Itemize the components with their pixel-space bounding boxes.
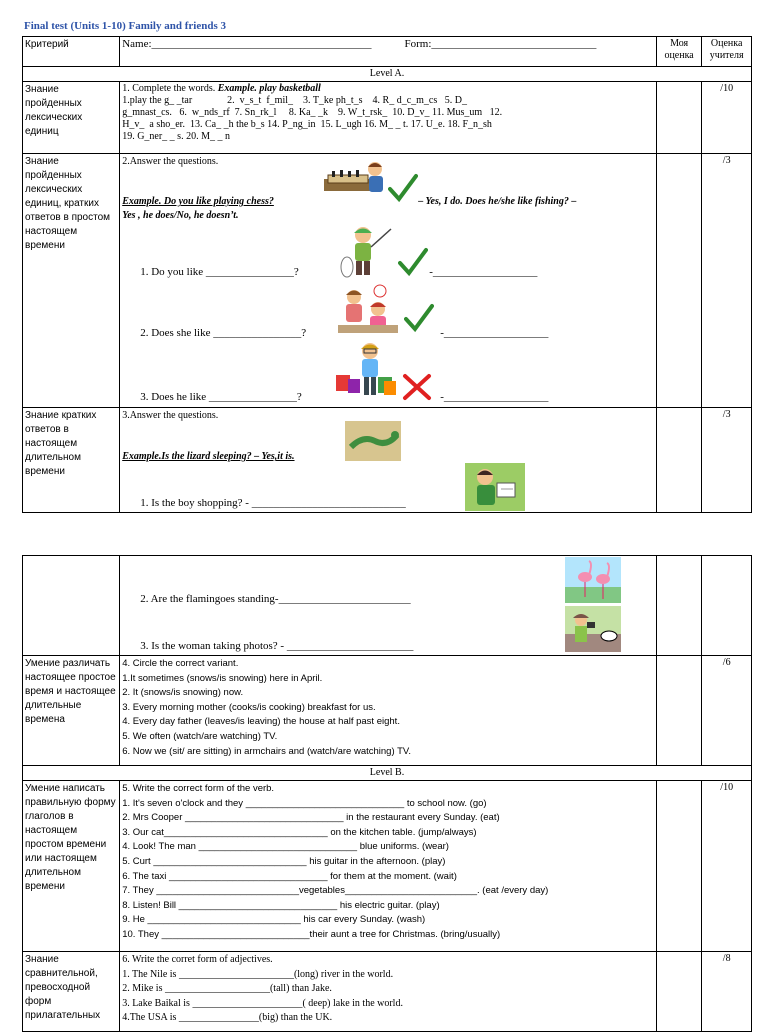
task4-item[interactable]: 1.It sometimes (snows/is snowing) here in April. — [122, 672, 323, 684]
task5-item[interactable]: 10. They ____________________________their aunt a tree for Christmas. (bring/usually) — [122, 928, 501, 940]
cross-icon — [402, 373, 432, 401]
task4-item[interactable]: 2. It (snows/is snowing) now. — [122, 687, 244, 699]
chess-player-image — [320, 161, 388, 201]
level-b-heading: Level B. — [23, 766, 752, 781]
test-table-page1 — [22, 36, 752, 513]
task6-row — [23, 952, 752, 1032]
task3-row-part1 — [23, 408, 752, 513]
task3-heading: 3.Answer the questions. — [122, 410, 219, 421]
task1-line1[interactable]: 1.play the g_ _tar 2. v_s_t f_mil_ 3. T_ke ph_t_s 4. R_ d_c_m_cs 5. D_ — [122, 95, 467, 106]
task2-q3-answer[interactable]: -___________________ — [440, 391, 549, 403]
task6-heading: 6. Write the corret form of adjectives. — [122, 954, 273, 965]
task5-score: /10 — [702, 781, 752, 952]
task3-my-mark[interactable] — [656, 408, 702, 513]
checkmark-icon — [398, 247, 428, 277]
header-row — [23, 37, 752, 67]
task2-my-mark[interactable] — [656, 154, 702, 408]
task1-heading-line — [122, 83, 654, 95]
task5-criterion: Умение написать правильную форму глаголов в настоящем простом времени или настоящем длительном времени — [23, 781, 120, 952]
task4-criterion: Умение различать настоящее простое время и настоящее длительные времена — [23, 656, 120, 766]
task2-q2[interactable]: 2. Does she like ________________? — [140, 327, 307, 339]
criterion-header: Критерий — [23, 37, 120, 67]
task2-example-a: – Yes, I do. Does he/she like fishing? – — [418, 196, 577, 207]
task5-item[interactable]: 7. They ___________________________vegetables_________________________. (eat /every day) — [122, 885, 549, 897]
task6-score: /8 — [702, 952, 752, 1032]
task1-score: /10 — [702, 82, 752, 154]
task4-my-mark[interactable] — [656, 656, 702, 766]
task6-content — [120, 952, 657, 1032]
task4-heading: 4. Circle the correct variant. — [122, 658, 239, 669]
task2-q3[interactable]: 3. Does he like ________________? — [140, 391, 302, 403]
task5-heading: 5. Write the correct form of the verb. — [122, 783, 275, 794]
task5-item[interactable]: 1. It's seven o'clock and they ______________________________ to school now. (go) — [122, 797, 487, 809]
task4-item[interactable]: 3. Every morning mother (cooks/is cooking) breakfast for us. — [122, 701, 376, 713]
task6-item[interactable]: 4.The USA is ________________(big) than the UK. — [122, 1012, 333, 1024]
task3-q1[interactable]: 1. Is the boy shopping? - ____________________________ — [140, 497, 406, 509]
name-form-cell — [120, 37, 657, 67]
lizard-image — [345, 421, 401, 461]
task2-example-a2: Yes , he does/No, he doesn’t. — [122, 210, 239, 221]
test-table-page2 — [22, 555, 752, 1032]
task6-item[interactable]: 3. Lake Baikal is ______________________( deep) lake in the world. — [122, 997, 403, 1009]
woman-photographer-image — [565, 606, 621, 652]
task5-row — [23, 781, 752, 952]
task1-row — [23, 82, 752, 154]
task5-item[interactable]: 4. Look! The man ______________________________ blue uniforms. (wear) — [122, 841, 449, 853]
task1-my-mark[interactable] — [656, 82, 702, 154]
checkmark-icon — [404, 303, 434, 333]
task5-my-mark[interactable] — [656, 781, 702, 952]
teacher-mark-header — [702, 37, 752, 67]
task1-line4[interactable]: 19. G_ner_ _ s. 20. M_ _ n — [122, 131, 230, 142]
task6-criterion: Знание сравнительной, превосходной форм прилагательных — [23, 952, 120, 1032]
form-field[interactable]: Form:______________________________ — [404, 38, 597, 50]
my-mark-label-2: оценка — [664, 50, 694, 61]
task4-row — [23, 656, 752, 766]
task3-q3[interactable]: 3. Is the woman taking photos? - _______________________ — [140, 640, 414, 652]
shopping-boy-image — [334, 341, 398, 403]
boy-writing-image — [465, 463, 525, 511]
task6-my-mark[interactable] — [656, 952, 702, 1032]
teacher-mark-label-1: Оценка — [710, 38, 743, 49]
flamingo-image — [565, 557, 621, 603]
task5-item[interactable]: 6. The taxi ______________________________ for them at the moment. (wait) — [122, 870, 457, 882]
task3-my-mark-continued[interactable] — [656, 556, 702, 656]
task5-item[interactable]: 2. Mrs Cooper ______________________________ in the restaurant every Sunday. (eat) — [122, 812, 500, 824]
test-title: Final test (Units 1-10) Family and friends 3 — [24, 20, 226, 32]
task3-row-part2 — [23, 556, 752, 656]
task2-example-q: Example. Do you like playing chess? — [122, 196, 274, 207]
task3-example: Example.Is the lizard sleeping? – Yes,it is. — [122, 451, 295, 462]
task6-item[interactable]: 2. Mike is _____________________(tall) than Jake. — [122, 983, 332, 995]
task4-score: /6 — [702, 656, 752, 766]
task4-item[interactable]: 4. Every day father (leaves/is leaving) the house at half past eight. — [122, 716, 400, 728]
task4-item[interactable]: 5. We often (watch/are watching) TV. — [122, 730, 278, 742]
task2-q1-answer[interactable]: -___________________ — [429, 266, 538, 278]
task4-item[interactable]: 6. Now we (sit/ are sitting) in armchairs and (watch/are watching) TV. — [122, 745, 411, 757]
task2-q2-answer[interactable]: -___________________ — [440, 327, 549, 339]
task3-score: /3 — [702, 408, 752, 513]
task3-q2[interactable]: 2. Are the flamingoes standing-________________________ — [140, 593, 411, 605]
task3-content-part1 — [120, 408, 657, 513]
task2-content — [120, 154, 657, 408]
task5-item[interactable]: 3. Our cat_______________________________ on the kitchen table. (jump/always) — [122, 826, 477, 838]
teacher-mark-label-2: учителя — [709, 50, 744, 61]
task6-item[interactable]: 1. The Nile is _______________________(long) river in the world. — [122, 968, 394, 980]
task1-heading: 1. Complete the words. — [122, 83, 216, 94]
cooking-children-image — [334, 283, 402, 337]
task1-criterion: Знание пройденных лексических единиц — [23, 82, 120, 154]
task5-item[interactable]: 9. He _____________________________ his car every Sunday. (wash) — [122, 914, 426, 926]
task3-content-part2 — [120, 556, 657, 656]
task2-heading: 2.Answer the questions. — [122, 156, 219, 167]
checkmark-icon — [388, 173, 418, 203]
task1-content — [120, 82, 657, 154]
task2-row — [23, 154, 752, 408]
name-field[interactable]: Name:________________________________________ — [122, 38, 372, 50]
my-mark-header — [656, 37, 702, 67]
my-mark-label-1: Моя — [670, 38, 689, 49]
task3-criterion-continued — [23, 556, 120, 656]
task2-q1[interactable]: 1. Do you like ________________? — [140, 266, 299, 278]
task5-item[interactable]: 8. Listen! Bill ______________________________ his electric guitar. (play) — [122, 899, 440, 911]
task1-line3[interactable]: H_v_ a sho_er. 13. Ca_ _h the b_s 14. P_ng_in 15. L_ugh 16. M_ _ t. 17. U_e. 18. F_n_sh — [122, 119, 492, 130]
task2-criterion: Знание пройденных лексических единиц, кратких ответов в простом настоящем времени — [23, 154, 120, 408]
task1-line2[interactable]: g_mnast_cs. 6. w_nds_rf 7. Sn_rk_l 8. Ka_ _k 9. W_t_rsk_ 10. D_v_ 11. Mus_um 12. — [122, 107, 503, 118]
task4-content — [120, 656, 657, 766]
task5-content — [120, 781, 657, 952]
task1-example: Example. play basketball — [217, 83, 321, 94]
task3-score-continued — [702, 556, 752, 656]
task2-score: /3 — [702, 154, 752, 408]
task5-item[interactable]: 5. Curt _____________________________ his guitar in the afternoon. (play) — [122, 855, 446, 867]
fishing-boy-image — [337, 225, 393, 281]
level-a-heading: Level A. — [23, 67, 752, 82]
task3-criterion: Знание кратких ответов в настоящем длительном времени — [23, 408, 120, 513]
